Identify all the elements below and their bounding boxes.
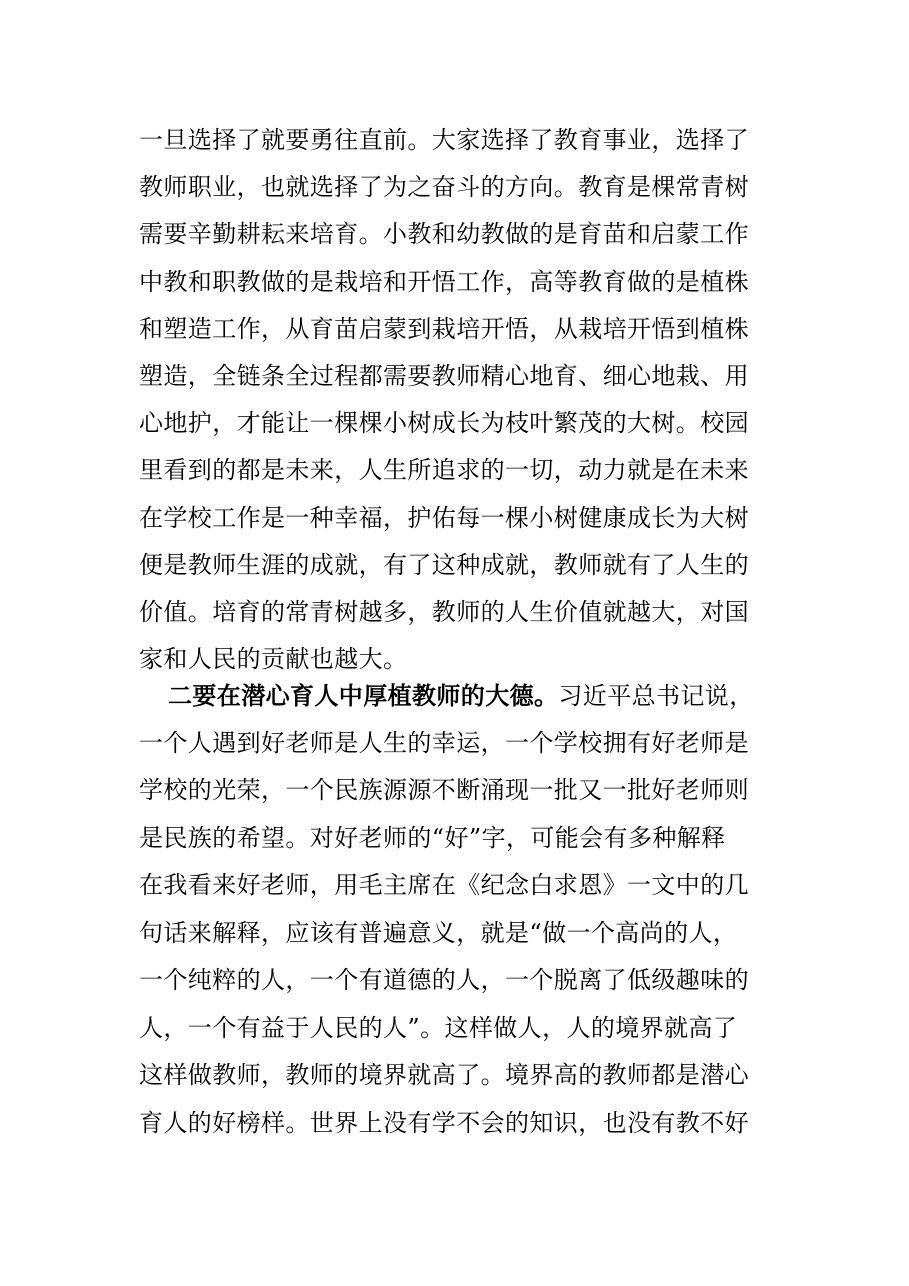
text-line: 里看到的都是未来，人生所追求的一切，动力就是在未来 bbox=[139, 456, 749, 485]
text-line: 一个人遇到好老师是人生的幸运，一个学校拥有好老师是 bbox=[139, 728, 749, 757]
text-line: 心地护，才能让一棵棵小树成长为枝叶繁茂的大树。校园 bbox=[139, 409, 749, 438]
text-line: 育人的好榜样。世界上没有学不会的知识，也没有教不好 bbox=[139, 1108, 749, 1137]
text-line: 这样做教师，教师的境界就高了。境界高的教师都是潜心 bbox=[139, 1061, 749, 1089]
text-line: 学校的光荣，一个民族源源不断涌现一批又一批好老师则 bbox=[139, 776, 749, 804]
text-line: 在我看来好老师，用毛主席在《纪念白求恩》一文中的几 bbox=[139, 871, 749, 899]
text-line: 中教和职教做的是栽培和开悟工作，高等教育做的是植株 bbox=[139, 267, 749, 296]
paragraph-1 bbox=[139, 117, 779, 683]
heading-continuation: 习近平总书记说， bbox=[558, 682, 754, 710]
text-line: 需要辛勤耕耘来培育。小教和幼教做的是育苗和启蒙工作 bbox=[139, 220, 749, 249]
section-heading: 二要在潜心育人中厚植教师的大德。 bbox=[168, 681, 559, 710]
text-line: 价值。培育的常青树越多，教师的人生价值就越大，对国 bbox=[139, 597, 749, 626]
text-line: 一个纯粹的人，一个有道德的人，一个脱离了低级趣味的 bbox=[139, 966, 749, 994]
text-line: 人，一个有益于人民的人”。这样做人，人的境界就高了 bbox=[139, 1013, 738, 1042]
text-line: 和塑造工作，从育苗启蒙到栽培开悟，从栽培开悟到植株 bbox=[139, 314, 749, 343]
text-line: 塑造，全链条全过程都需要教师精心地育、细心地栽、用 bbox=[139, 361, 749, 390]
text-line: 教师职业，也就选择了为之奋斗的方向。教育是棵常青树 bbox=[139, 173, 749, 202]
text-line: 句话来解释，应该有普遍意义，就是“做一个高尚的人， bbox=[139, 918, 738, 947]
text-line: 家和人民的贡献也越大。 bbox=[139, 645, 408, 674]
paragraph-2-first-line bbox=[139, 672, 779, 720]
text-line: 在学校工作是一种幸福，护佑每一棵小树健康成长为大树 bbox=[139, 503, 749, 532]
paragraph-2 bbox=[139, 672, 779, 1147]
text-line: 便是教师生涯的成就，有了这种成就，教师就有了人生的 bbox=[139, 550, 749, 579]
text-line: 是民族的希望。对好老师的“好”字，可能会有多种解释 bbox=[139, 823, 726, 852]
text-line: 一旦选择了就要勇往直前。大家选择了教育事业，选择了 bbox=[139, 126, 749, 154]
